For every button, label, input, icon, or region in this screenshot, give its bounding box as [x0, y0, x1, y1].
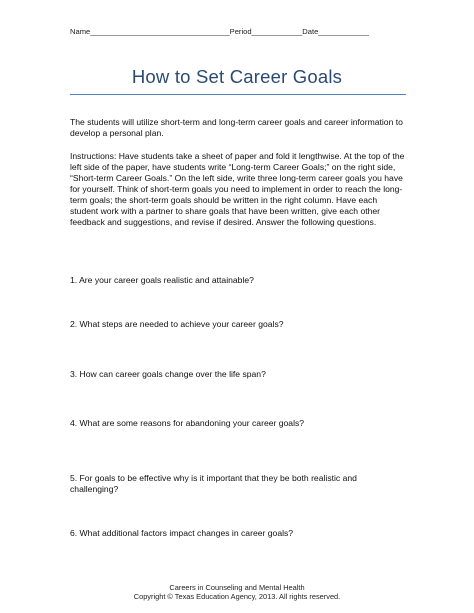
- instructions-paragraph: Instructions: Have students take a sheet of paper and fold it lengthwise. At the top of the left side of the paper, have students write “Long-term Career Goals;” on the right side, “Short-term Career Goals.” On the left side, write three long-term career goals you have for yourself. Think of short-term goals you need to implement in order to reach the long-term goals; the short-term goals should be written in the right column. Have each student work with a partner to share goals that have been written, give each other feedback and suggestions, and revise if desired. Answer the following questions.: [70, 151, 405, 227]
- question-6: 6. What additional factors impact changes in career goals?: [70, 528, 294, 538]
- question-5: 5. For goals to be effective why is it important that they be both realistic and challenging?: [70, 473, 357, 494]
- intro-paragraph: The students will utilize short-term and long-term career goals and career information to develop a personal plan.: [70, 117, 403, 138]
- page-title: How to Set Career Goals: [131, 66, 343, 87]
- question-2: 2. What steps are needed to achieve your career goals?: [70, 319, 284, 329]
- name-period-date-text: Name_________________________________Period____________Date____________: [70, 27, 369, 36]
- page-footer: [0, 583, 474, 601]
- footer-copyright: Copyright © Texas Education Agency, 2013. All rights reserved.: [133, 592, 341, 601]
- title-underline: [70, 94, 406, 95]
- question-4: 4. What are some reasons for abandoning your career goals?: [70, 418, 305, 428]
- name-period-date-line: [70, 27, 410, 36]
- footer-course-name: Careers in Counseling and Mental Health: [169, 583, 305, 592]
- question-1: 1. Are your career goals realistic and attainable?: [70, 275, 254, 285]
- question-3: 3. How can career goals change over the life span?: [70, 369, 266, 379]
